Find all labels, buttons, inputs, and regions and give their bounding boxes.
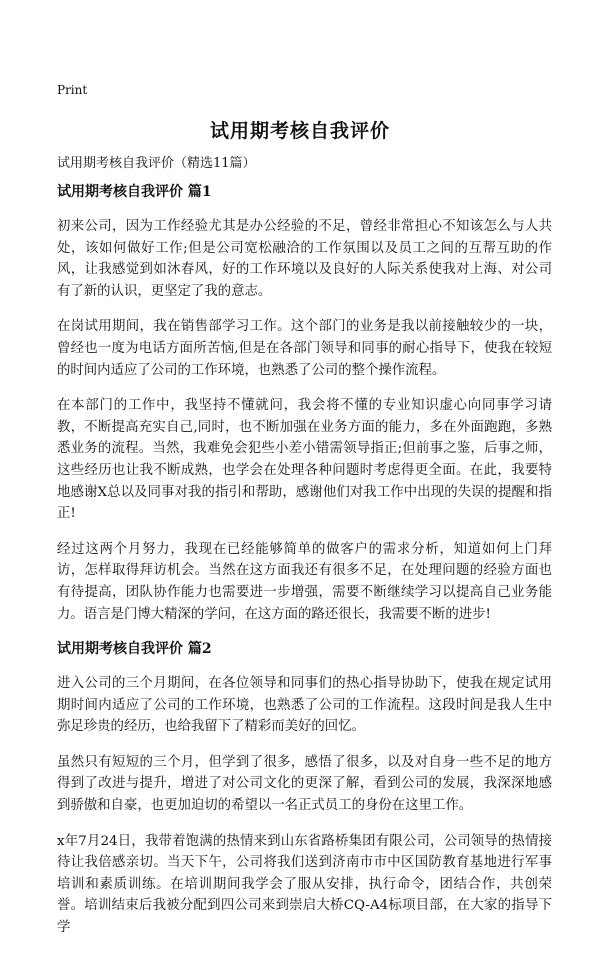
section-heading: 试用期考核自我评价 篇2 bbox=[57, 641, 212, 658]
paragraph: 初来公司，因为工作经验尤其是办公经验的不足，曾经非常担心不知该怎么与人共处，该如何做好工作;但是公司宽松融洽的工作氛围以及员工之间的互帮互助的作风，让我感觉到如沐春风，好的工作环境以及良好的人际关系使我对上海、对公司有了新的认识，更坚定了我的意志。 bbox=[57, 219, 552, 299]
article-body bbox=[57, 182, 552, 953]
section-2 bbox=[57, 639, 552, 939]
section-1 bbox=[57, 182, 552, 625]
paragraph: 在岗试用期间，我在销售部学习工作。这个部门的业务是我以前接触较少的一块，曾经也一度为电话方面所苦恼,但是在各部门领导和同事的耐心指导下，使我在较短的时间内适应了公司的工作环境，也熟悉了公司的整个操作流程。 bbox=[57, 319, 552, 378]
print-link[interactable]: Print bbox=[57, 83, 88, 97]
page-title: 试用期考核自我评价 bbox=[209, 120, 390, 142]
document-subtitle: 试用期考核自我评价（精选11篇） bbox=[57, 156, 256, 171]
paragraph: 进入公司的三个月期间，在各位领导和同事们的热心指导协助下，使我在规定试用期时间内适应了公司的工作环境，也熟悉了公司的工作流程。这段时间是我人生中弥足珍贵的经历，也给我留下了精彩而美好的回忆。 bbox=[57, 676, 552, 735]
paragraph: x年7月24日，我带着饱满的热情来到山东省路桥集团有限公司，公司领导的热情接待让我倍感亲切。当天下午，公司将我们送到济南市市中区国防教育基地进行军事培训和素质训练。在培训期间我学会了服从安排，执行命令，团结合作，共创荣誉。培训结束后我被分配到四公司来到崇启大桥CQ-A4标项目部，在大家的指导下学 bbox=[57, 833, 552, 936]
paragraph: 经过这两个月努力，我现在已经能够简单的做客户的需求分析，知道如何上门拜访，怎样取得拜访机会。当然在这方面我还有很多不足，在处理问题的经验方面也有待提高，团队协作能力也需要进一步增强，需要不断继续学习以提高自己业务能力。语言是门博大精深的学问，在这方面的路还很长，我需要不断的进步! bbox=[57, 541, 552, 622]
paragraph: 虽然只有短短的三个月，但学到了很多，感悟了很多，以及对自身一些不足的地方得到了改进与提升，增进了对公司文化的更深了解，看到公司的发展，我深深地感到骄傲和自豪，也更加迫切的希望以一名正式员工的身份在这里工作。 bbox=[57, 754, 552, 814]
paragraph: 在本部门的工作中，我坚持不懂就问，我会将不懂的专业知识虚心向同事学习请教，不断提高充实自己,同时，也不断加强在业务方面的能力，多在外面跑跑，多熟悉业务的流程。当然，我难免会犯些小差小错需领导指正;但前事之鉴，后事之师，这些经历也让我不断成熟，也学会在处理各种问题时考虑得更全面。在此，我要特地感谢X总以及同事对我的指引和帮助，感谢他们对我工作中出现的失误的提醒和指正! bbox=[57, 398, 552, 522]
section-heading: 试用期考核自我评价 篇1 bbox=[57, 184, 212, 200]
